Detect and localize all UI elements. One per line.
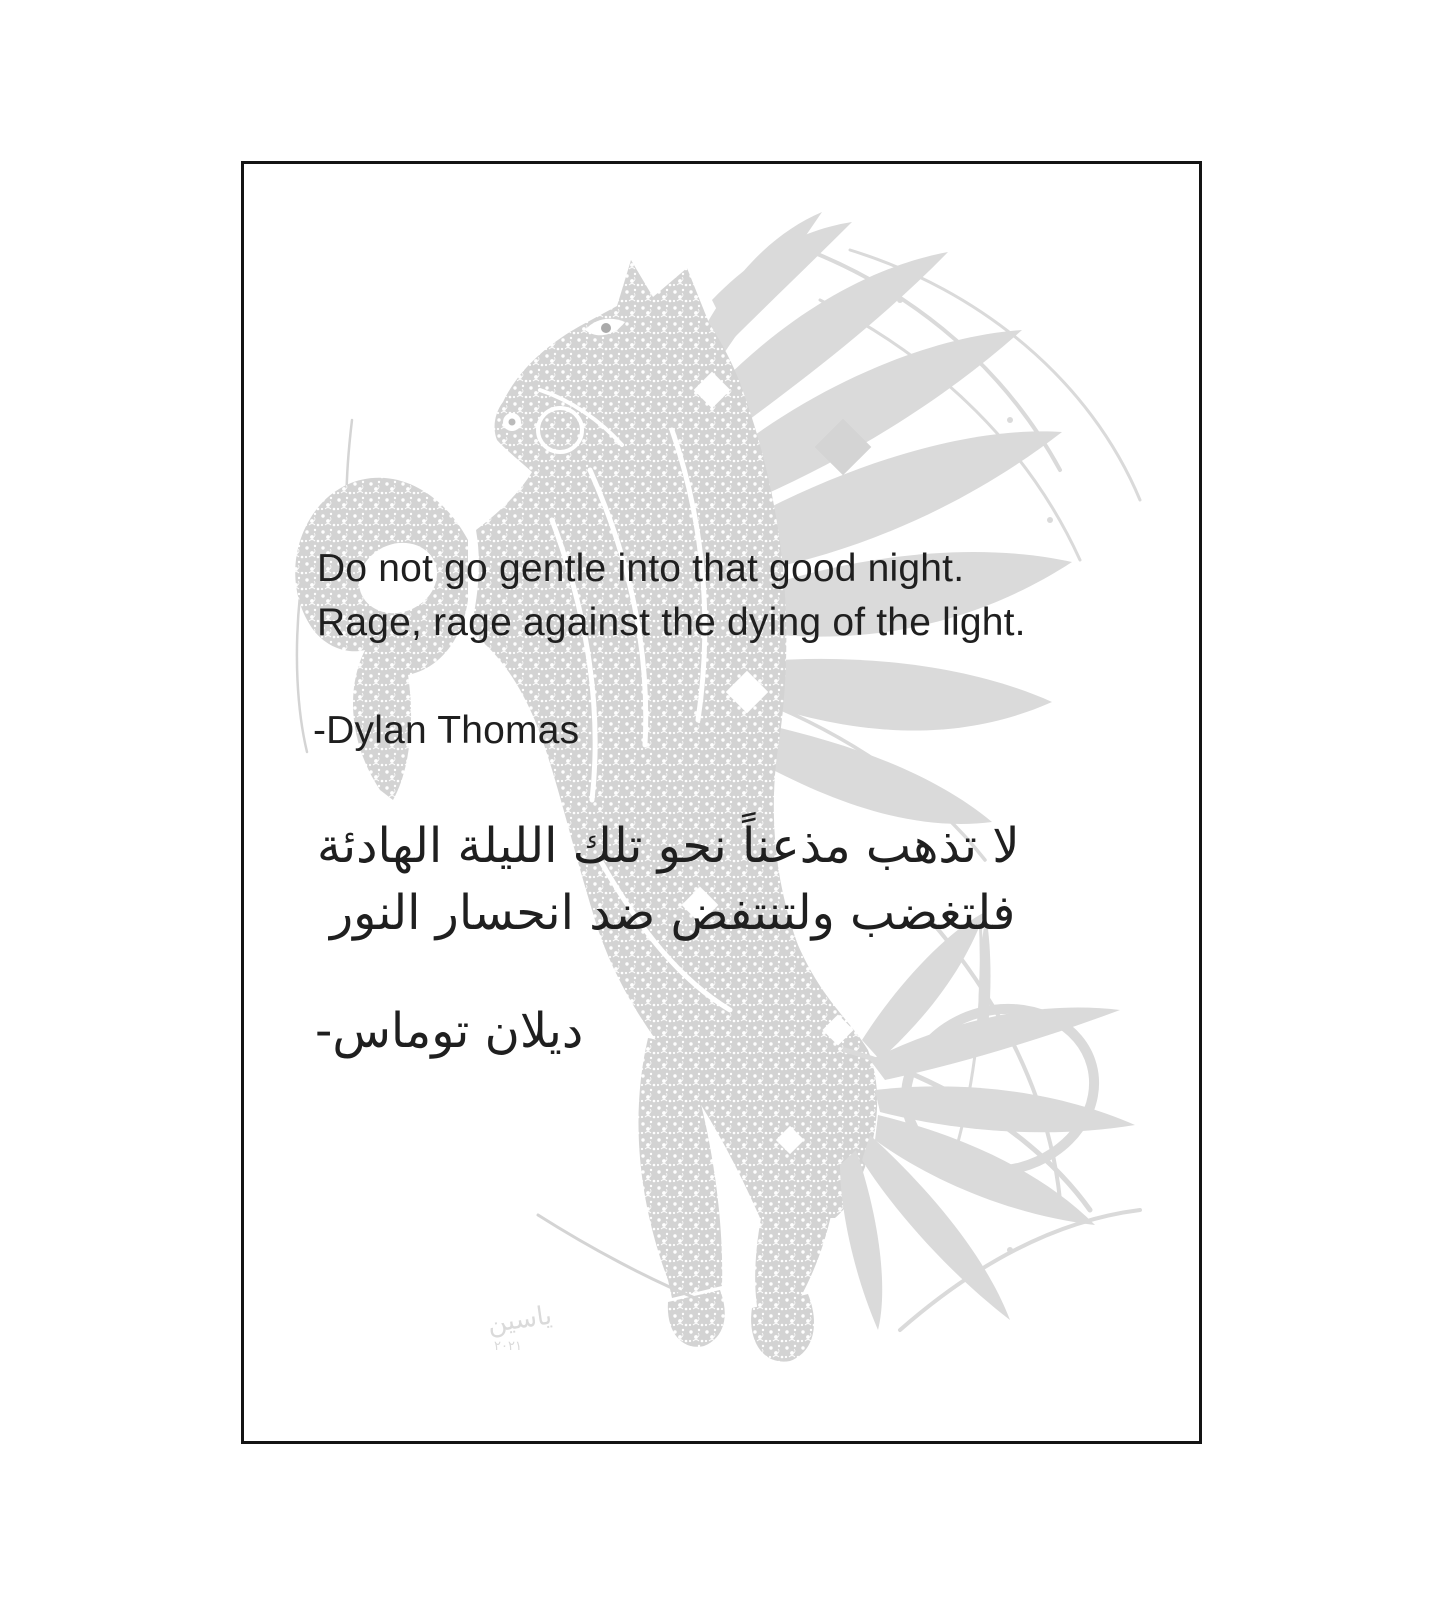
- quote-en-line-1: Do not go gentle into that good night.: [317, 547, 965, 590]
- quote-ar-line-1: لا تذهب مذعناً نحو تلك الليلة الهادئة: [317, 818, 1020, 874]
- quote-en-line-2: Rage, rage against the dying of the light.: [317, 601, 1026, 644]
- artist-signature-year: ٢٠٢١: [494, 1339, 522, 1354]
- quote-en-attribution: -Dylan Thomas: [313, 709, 580, 752]
- artist-signature-name: ياسين: [485, 1300, 554, 1340]
- quote-ar-attribution: ديلان توماس-: [315, 1003, 584, 1059]
- quote-ar-line-2: فلتغضب ولتنتفض ضد انحسار النور: [330, 885, 1016, 941]
- poster-frame: [241, 161, 1202, 1444]
